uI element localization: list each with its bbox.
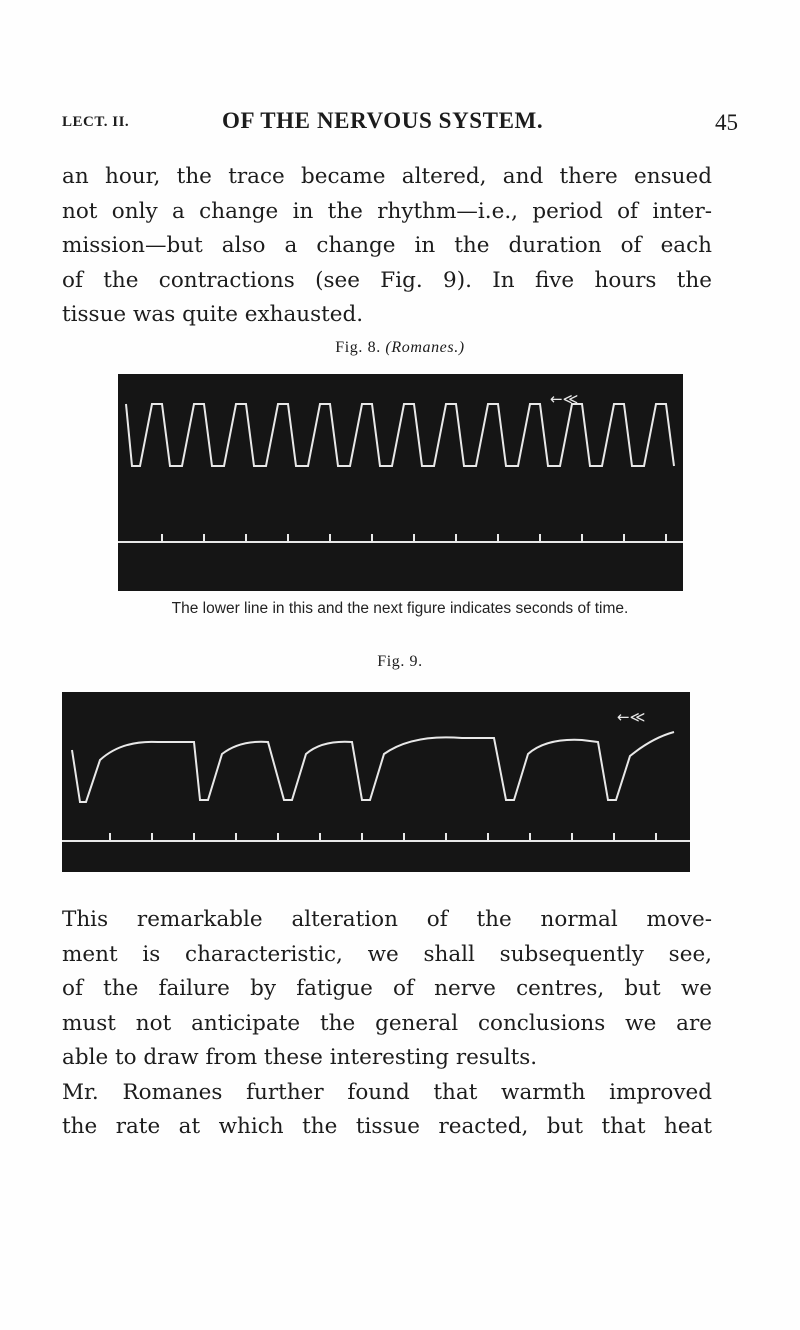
paragraph-1-line: tissue was quite exhausted. (62, 302, 364, 327)
paragraph-2-line: Mr. Romanes further found that warmth improved (62, 1079, 712, 1105)
page-number: 45 (715, 110, 738, 135)
paragraph-2-line: must not anticipate the general conclusions we are (62, 1010, 712, 1036)
figure-8-trace (118, 374, 683, 591)
figure-8-attribution: (Romanes.) (385, 339, 465, 356)
contraction-trace-line (72, 732, 674, 802)
figure-9-plate (62, 692, 690, 872)
paragraph-1 (62, 160, 712, 333)
figure-8-caption (0, 339, 800, 357)
direction-arrow-icon: ←≪ (617, 708, 646, 726)
paragraph-2-line: able to draw from these interesting results. (62, 1045, 538, 1070)
figure-9-caption (0, 653, 800, 671)
paragraph-1-line: not only a change in the rhythm—i.e., period of inter- (62, 198, 712, 224)
figure-8-label: Fig. 8. (335, 339, 381, 356)
running-head-lecture: LECT. II. (62, 114, 130, 130)
contraction-trace-line (126, 404, 674, 466)
figure-9-trace (62, 692, 690, 872)
paragraph-2-line: This remarkable alteration of the normal move- (62, 907, 712, 932)
direction-arrow-icon: ←≪ (550, 390, 579, 408)
figure-9-label: Fig. 9. (377, 653, 423, 670)
paragraph-1-line: of the contractions (see Fig. 9). In five hours the (62, 267, 712, 293)
figure-8-plate (118, 374, 683, 591)
paragraph-2-line: ment is characteristic, we shall subsequently see, (62, 941, 712, 967)
paragraph-2-line: the rate at which the tissue reacted, but that heat (62, 1114, 712, 1139)
paragraph-2 (62, 903, 712, 1145)
paragraph-2-line: of the failure by fatigue of nerve centres, but we (62, 976, 712, 1001)
running-title: OF THE NERVOUS SYSTEM. (222, 108, 544, 133)
paragraph-1-line: mission—but also a change in the duration of each (62, 233, 712, 258)
paragraph-1-line: an hour, the trace became altered, and there ensued (62, 164, 712, 189)
running-header (62, 108, 762, 142)
figure-8-note: The lower line in this and the next figure indicates seconds of time. (171, 600, 629, 617)
